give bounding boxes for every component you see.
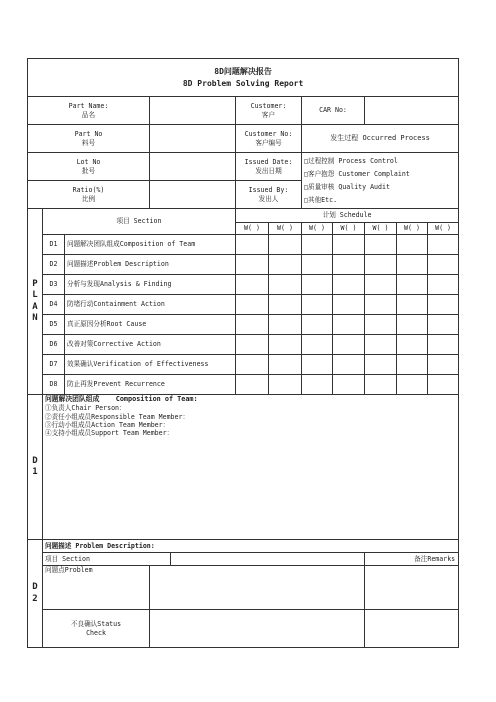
lot-no-label: Lot No 批号 — [28, 153, 150, 181]
schedule-cell[interactable] — [365, 315, 397, 335]
process-option[interactable]: □客户抱怨 Customer Complaint — [304, 170, 410, 178]
schedule-cell[interactable] — [428, 235, 459, 255]
process-option[interactable]: □其他Etc. — [304, 196, 338, 204]
report-table — [27, 58, 459, 648]
step-code: D2 — [43, 255, 65, 275]
d2-heading: 问题描述 Problem Description: — [43, 540, 459, 553]
schedule-cell[interactable] — [365, 295, 397, 315]
schedule-cell[interactable] — [269, 255, 302, 275]
schedule-cell[interactable] — [236, 315, 269, 335]
schedule-cell[interactable] — [302, 275, 333, 295]
plan-step-row — [28, 255, 459, 275]
schedule-cell[interactable] — [302, 335, 333, 355]
d1-team-block — [43, 395, 459, 540]
step-label: 防堵行动Containment Action — [65, 295, 236, 315]
schedule-cell[interactable] — [397, 375, 428, 395]
car-no-label: CAR No: — [302, 97, 365, 125]
step-label: 改善对策Corrective Action — [65, 335, 236, 355]
schedule-cell[interactable] — [236, 255, 269, 275]
week-cell[interactable]: W( ) — [302, 223, 333, 235]
report-document — [27, 58, 458, 648]
step-code: D6 — [43, 335, 65, 355]
d1-side-label: D 1 — [28, 395, 43, 540]
schedule-cell[interactable] — [397, 315, 428, 335]
schedule-cell[interactable] — [428, 295, 459, 315]
d2-problem-field[interactable] — [150, 566, 365, 610]
schedule-cell[interactable] — [428, 275, 459, 295]
plan-section-header: 项目 Section — [43, 209, 236, 235]
d2-section-header: 项目 Section — [43, 553, 171, 566]
d2-remarks-header: 备注Remarks — [365, 553, 459, 566]
schedule-cell[interactable] — [397, 255, 428, 275]
schedule-cell[interactable] — [269, 375, 302, 395]
week-cell[interactable]: W( ) — [236, 223, 269, 235]
d2-status-label: 不良确认Status Check — [43, 610, 150, 648]
issued-date-label: Issued Date: 发出日期 — [236, 153, 302, 181]
plan-step-row — [28, 355, 459, 375]
schedule-cell[interactable] — [269, 295, 302, 315]
schedule-cell[interactable] — [397, 335, 428, 355]
plan-step-row — [28, 275, 459, 295]
plan-step-row — [28, 235, 459, 255]
schedule-cell[interactable] — [428, 355, 459, 375]
step-label: 问题解决团队组成Composition of Team — [65, 235, 236, 255]
schedule-cell[interactable] — [428, 255, 459, 275]
ratio-label: Ratio(%) 比例 — [28, 181, 150, 209]
schedule-cell[interactable] — [397, 355, 428, 375]
schedule-cell[interactable] — [236, 355, 269, 375]
schedule-cell[interactable] — [397, 275, 428, 295]
plan-step-row — [28, 315, 459, 335]
schedule-cell[interactable] — [365, 335, 397, 355]
d2-section-blank — [171, 553, 365, 566]
d2-side-label: D 2 — [28, 540, 43, 648]
title-block — [28, 59, 459, 97]
part-no-value[interactable] — [150, 125, 236, 153]
schedule-cell[interactable] — [269, 275, 302, 295]
process-option[interactable]: □质量审核 Quality Audit — [304, 183, 390, 191]
schedule-cell[interactable] — [302, 255, 333, 275]
plan-step-row — [28, 295, 459, 315]
schedule-cell[interactable] — [302, 235, 333, 255]
d1-action-line[interactable]: ③行动小组成员Action Team Member： — [45, 420, 170, 429]
car-no-value[interactable] — [365, 97, 459, 125]
schedule-cell[interactable] — [333, 355, 365, 375]
schedule-cell[interactable] — [428, 375, 459, 395]
schedule-cell[interactable] — [333, 255, 365, 275]
d1-responsible-line[interactable]: ②责任小组成员Responsible Team Member： — [45, 412, 190, 421]
d2-problem-remarks[interactable] — [365, 566, 459, 610]
schedule-cell[interactable] — [269, 315, 302, 335]
schedule-cell[interactable] — [302, 315, 333, 335]
d1-support-line[interactable]: ④支持小组成员Support Team Member： — [45, 429, 174, 438]
step-code: D3 — [43, 275, 65, 295]
part-no-label: Part No 料号 — [28, 125, 150, 153]
title-cn: 8D问题解决报告 — [214, 66, 272, 76]
step-label: 效果确认Verification of Effectiveness — [65, 355, 236, 375]
d2-problem-label: 问题点Problem — [43, 566, 150, 610]
customer-no-label: Customer No: 客户编号 — [236, 125, 302, 153]
schedule-cell[interactable] — [269, 235, 302, 255]
issued-by-label: Issued By: 发出人 — [236, 181, 302, 209]
schedule-cell[interactable] — [302, 355, 333, 375]
schedule-cell[interactable] — [236, 235, 269, 255]
step-label: 问题描述Problem Description — [65, 255, 236, 275]
plan-step-row — [28, 375, 459, 395]
title-en: 8D Problem Solving Report — [182, 78, 304, 88]
d2-status-field[interactable] — [150, 610, 365, 648]
part-name-value[interactable] — [150, 97, 236, 125]
schedule-cell[interactable] — [428, 335, 459, 355]
d1-chair-line[interactable]: ①负责人Chair Person： — [45, 404, 126, 413]
week-cell[interactable]: W( ) — [333, 223, 365, 235]
schedule-cell[interactable] — [236, 275, 269, 295]
week-cell[interactable]: W( ) — [365, 223, 397, 235]
schedule-cell[interactable] — [365, 255, 397, 275]
schedule-cell[interactable] — [236, 295, 269, 315]
schedule-cell[interactable] — [365, 375, 397, 395]
step-label: 真正原因分析Root Cause — [65, 315, 236, 335]
schedule-cell[interactable] — [333, 275, 365, 295]
step-code: D7 — [43, 355, 65, 375]
step-code: D5 — [43, 315, 65, 335]
schedule-cell[interactable] — [333, 335, 365, 355]
ratio-value[interactable] — [150, 181, 236, 209]
customer-label: Customer: 客户 — [236, 97, 302, 125]
schedule-cell[interactable] — [269, 355, 302, 375]
d2-status-remarks[interactable] — [365, 610, 459, 648]
d1-heading: 问题解决团队组成 Composition of Team: — [45, 395, 198, 403]
schedule-cell[interactable] — [397, 235, 428, 255]
part-name-label: Part Name: 品名 — [28, 97, 150, 125]
schedule-cell[interactable] — [397, 295, 428, 315]
plan-schedule-header: 计划 Schedule — [236, 209, 459, 223]
step-label: 防止再发Prevent Recurrence — [65, 375, 236, 395]
step-code: D4 — [43, 295, 65, 315]
schedule-cell[interactable] — [333, 315, 365, 335]
step-code: D8 — [43, 375, 65, 395]
step-label: 分析与发现Analysis & Finding — [65, 275, 236, 295]
schedule-cell[interactable] — [365, 275, 397, 295]
schedule-cell[interactable] — [302, 295, 333, 315]
schedule-cell[interactable] — [428, 315, 459, 335]
schedule-cell[interactable] — [333, 295, 365, 315]
schedule-cell[interactable] — [236, 375, 269, 395]
week-cell[interactable]: W( ) — [397, 223, 428, 235]
week-cell[interactable]: W( ) — [269, 223, 302, 235]
plan-side-label: P L A N — [28, 209, 43, 395]
schedule-cell[interactable] — [269, 335, 302, 355]
lot-no-value[interactable] — [150, 153, 236, 181]
occurred-process-label: 发生过程 Occurred Process — [302, 125, 459, 153]
schedule-cell[interactable] — [365, 235, 397, 255]
week-cell[interactable]: W( ) — [428, 223, 459, 235]
step-code: D1 — [43, 235, 65, 255]
plan-step-row — [28, 335, 459, 355]
schedule-cell[interactable] — [302, 375, 333, 395]
schedule-cell[interactable] — [365, 355, 397, 375]
schedule-cell[interactable] — [333, 375, 365, 395]
schedule-cell[interactable] — [236, 335, 269, 355]
process-checklist — [302, 153, 459, 209]
process-option[interactable]: □过程控制 Process Control — [304, 157, 398, 165]
schedule-cell[interactable] — [333, 235, 365, 255]
